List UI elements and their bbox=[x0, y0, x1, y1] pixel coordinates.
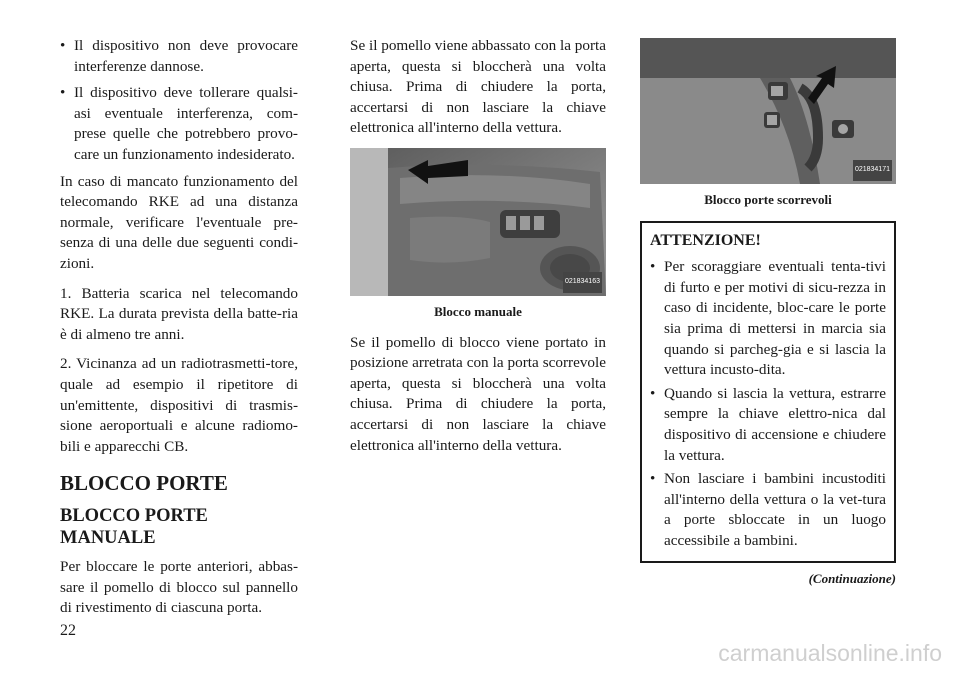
paragraph: Per bloccare le porte anteriori, abbas-sare il pomello di blocco sul pannello di rivestimento di ciascuna porta. bbox=[60, 558, 298, 617]
figure-code: 021834163 bbox=[563, 272, 602, 293]
text-column-3 bbox=[640, 38, 896, 589]
text-column-2 bbox=[350, 36, 606, 465]
paragraph: 2. Vicinanza ad un radiotrasmetti-tore, quale ad esempio il ripetitore di un'emittente, dispositivi di trasmis-sione aeroportuali e alcune radiomo-bili e apparecchi CB. bbox=[60, 355, 298, 455]
warning-box bbox=[640, 221, 896, 563]
figure-code: 021834171 bbox=[853, 160, 892, 181]
figure-caption: Blocco porte scorrevoli bbox=[704, 192, 832, 207]
subsection-heading: BLOCCO PORTE MANUALE bbox=[60, 506, 208, 549]
warning-title: ATTENZIONE! bbox=[650, 231, 761, 249]
warning-item: • Per scoraggiare eventuali tenta-tivi di furto e per motivi di sicu-rezza in caso di incidente, bloc-care le porte sia prima di mettersi in marcia sia quando si parcheg-gia e si lascia la vettura incusto-dita. bbox=[650, 257, 886, 381]
page-number: 22 bbox=[60, 622, 76, 639]
paragraph: In caso di mancato funzionamento del telecomando RKE ad una distanza normale, verificare l'eventuale pre-senza di una delle due seguenti condi-zioni. bbox=[60, 172, 298, 272]
section-heading: BLOCCO PORTE bbox=[60, 471, 228, 496]
paragraph: Se il pomello viene abbassato con la porta aperta, questa si bloccherà una volta chiusa. Prima di chiudere la porta, accertarsi di non lasciare la chiave elettronica all'interno della vettura. bbox=[350, 37, 607, 137]
figure-caption: Blocco manuale bbox=[434, 303, 522, 319]
text-column-1 bbox=[60, 36, 298, 628]
watermark: carmanualsonline.info bbox=[718, 640, 942, 666]
continuation-note: (Continuazione) bbox=[808, 570, 896, 586]
paragraph: 1. Batteria scarica nel telecomando RKE. La durata prevista della batte-ria è di almeno tre anni. bbox=[60, 284, 298, 343]
bullet-item: • Il dispositivo non deve provocare interferenze dannose. bbox=[60, 36, 298, 77]
manual-lock-photo bbox=[350, 148, 606, 296]
bullet-item: • Il dispositivo deve tollerare qualsi-asi eventuale interferenza, com-prese quelle che potrebbero provo-care un funzionamento indesiderato. bbox=[60, 83, 298, 165]
warning-item: • Non lasciare i bambini incustoditi all'interno della vettura o la vet-tura a porte sbloccate in un luogo accessibile a bambini. bbox=[650, 469, 886, 551]
warning-item: • Quando si lascia la vettura, estrarre sempre la chiave elettro-nica dal dispositivo di accensione e chiudere la vettura. bbox=[650, 384, 886, 466]
warning-list bbox=[650, 257, 886, 551]
bullet-list bbox=[60, 36, 298, 166]
sliding-door-lock-photo bbox=[640, 38, 896, 184]
paragraph: Se il pomello di blocco viene portato in posizione arretrata con la porta scorrevole aperta, questa si bloccherà una volta chiusa. Prima di chiudere la porta, accertarsi di non lasciare la chiave elettronica all'interno della vettura. bbox=[350, 333, 606, 454]
